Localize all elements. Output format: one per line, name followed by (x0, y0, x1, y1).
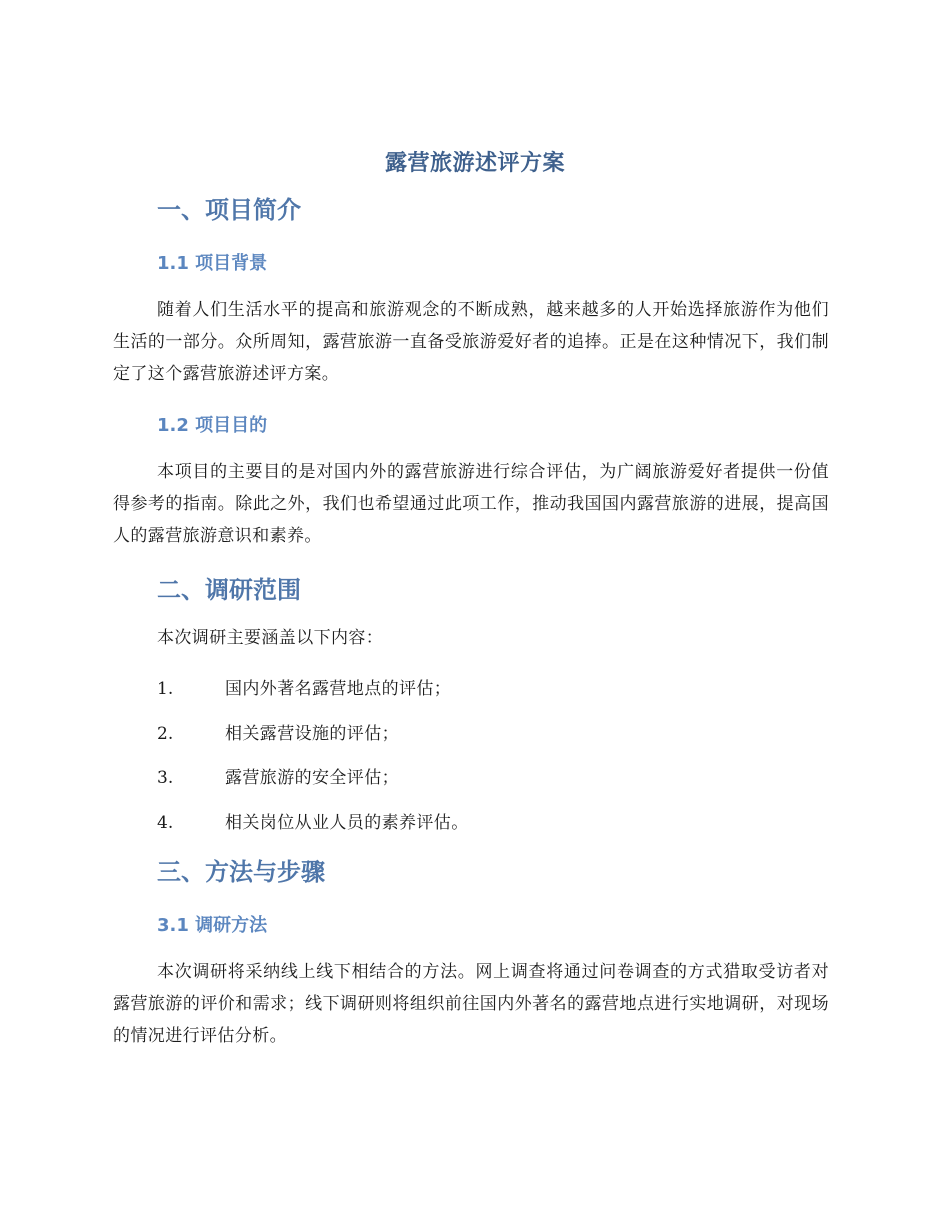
paragraph-research-method: 本次调研将采纳线上线下相结合的方法。网上调查将通过问卷调查的方式猎取受访者对露营旅游的评价和需求；线下调研则将组织前往国内外著名的露营地点进行实地调研，对现场的情况进行评估分析。 (113, 962, 829, 1046)
list-item-text: 露营旅游的安全评估； (225, 768, 399, 788)
list-item-number: 4. (157, 813, 174, 833)
subsection-heading-purpose: 1.2 项目目的 (157, 415, 268, 436)
paragraph-purpose: 本项目的主要目的是对国内外的露营旅游进行综合评估，为广阔旅游爱好者提供一份值得参考的指南。除此之外，我们也希望通过此项工作，推动我国国内露营旅游的进展，提高国人的露营旅游意识和素养。 (113, 462, 829, 546)
list-item (157, 808, 469, 833)
section-heading-scope: 二、调研范围 (157, 576, 301, 604)
list-item (157, 719, 399, 744)
subsection-heading-background: 1.1 项目背景 (157, 253, 268, 274)
list-item-text: 国内外著名露营地点的评估； (225, 679, 452, 699)
section-heading-intro: 一、项目简介 (157, 196, 301, 224)
scope-intro: 本次调研主要涵盖以下内容： (157, 628, 384, 648)
list-item (157, 763, 399, 788)
list-item-text: 相关岗位从业人员的素养评估。 (225, 813, 469, 833)
section-heading-methods: 三、方法与步骤 (157, 858, 325, 886)
list-item (157, 674, 451, 699)
document-title: 露营旅游述评方案 (384, 151, 565, 176)
paragraph-background: 随着人们生活水平的提高和旅游观念的不断成熟，越来越多的人开始选择旅游作为他们生活的一部分。众所周知，露营旅游一直备受旅游爱好者的追捧。正是在这种情况下，我们制定了这个露营旅游述评方案。 (113, 300, 829, 384)
list-item-number: 3. (157, 768, 174, 788)
list-item-number: 2. (157, 724, 174, 744)
list-item-number: 1. (157, 679, 174, 699)
subsection-heading-research-method: 3.1 调研方法 (157, 915, 268, 936)
list-item-text: 相关露营设施的评估； (225, 724, 399, 744)
